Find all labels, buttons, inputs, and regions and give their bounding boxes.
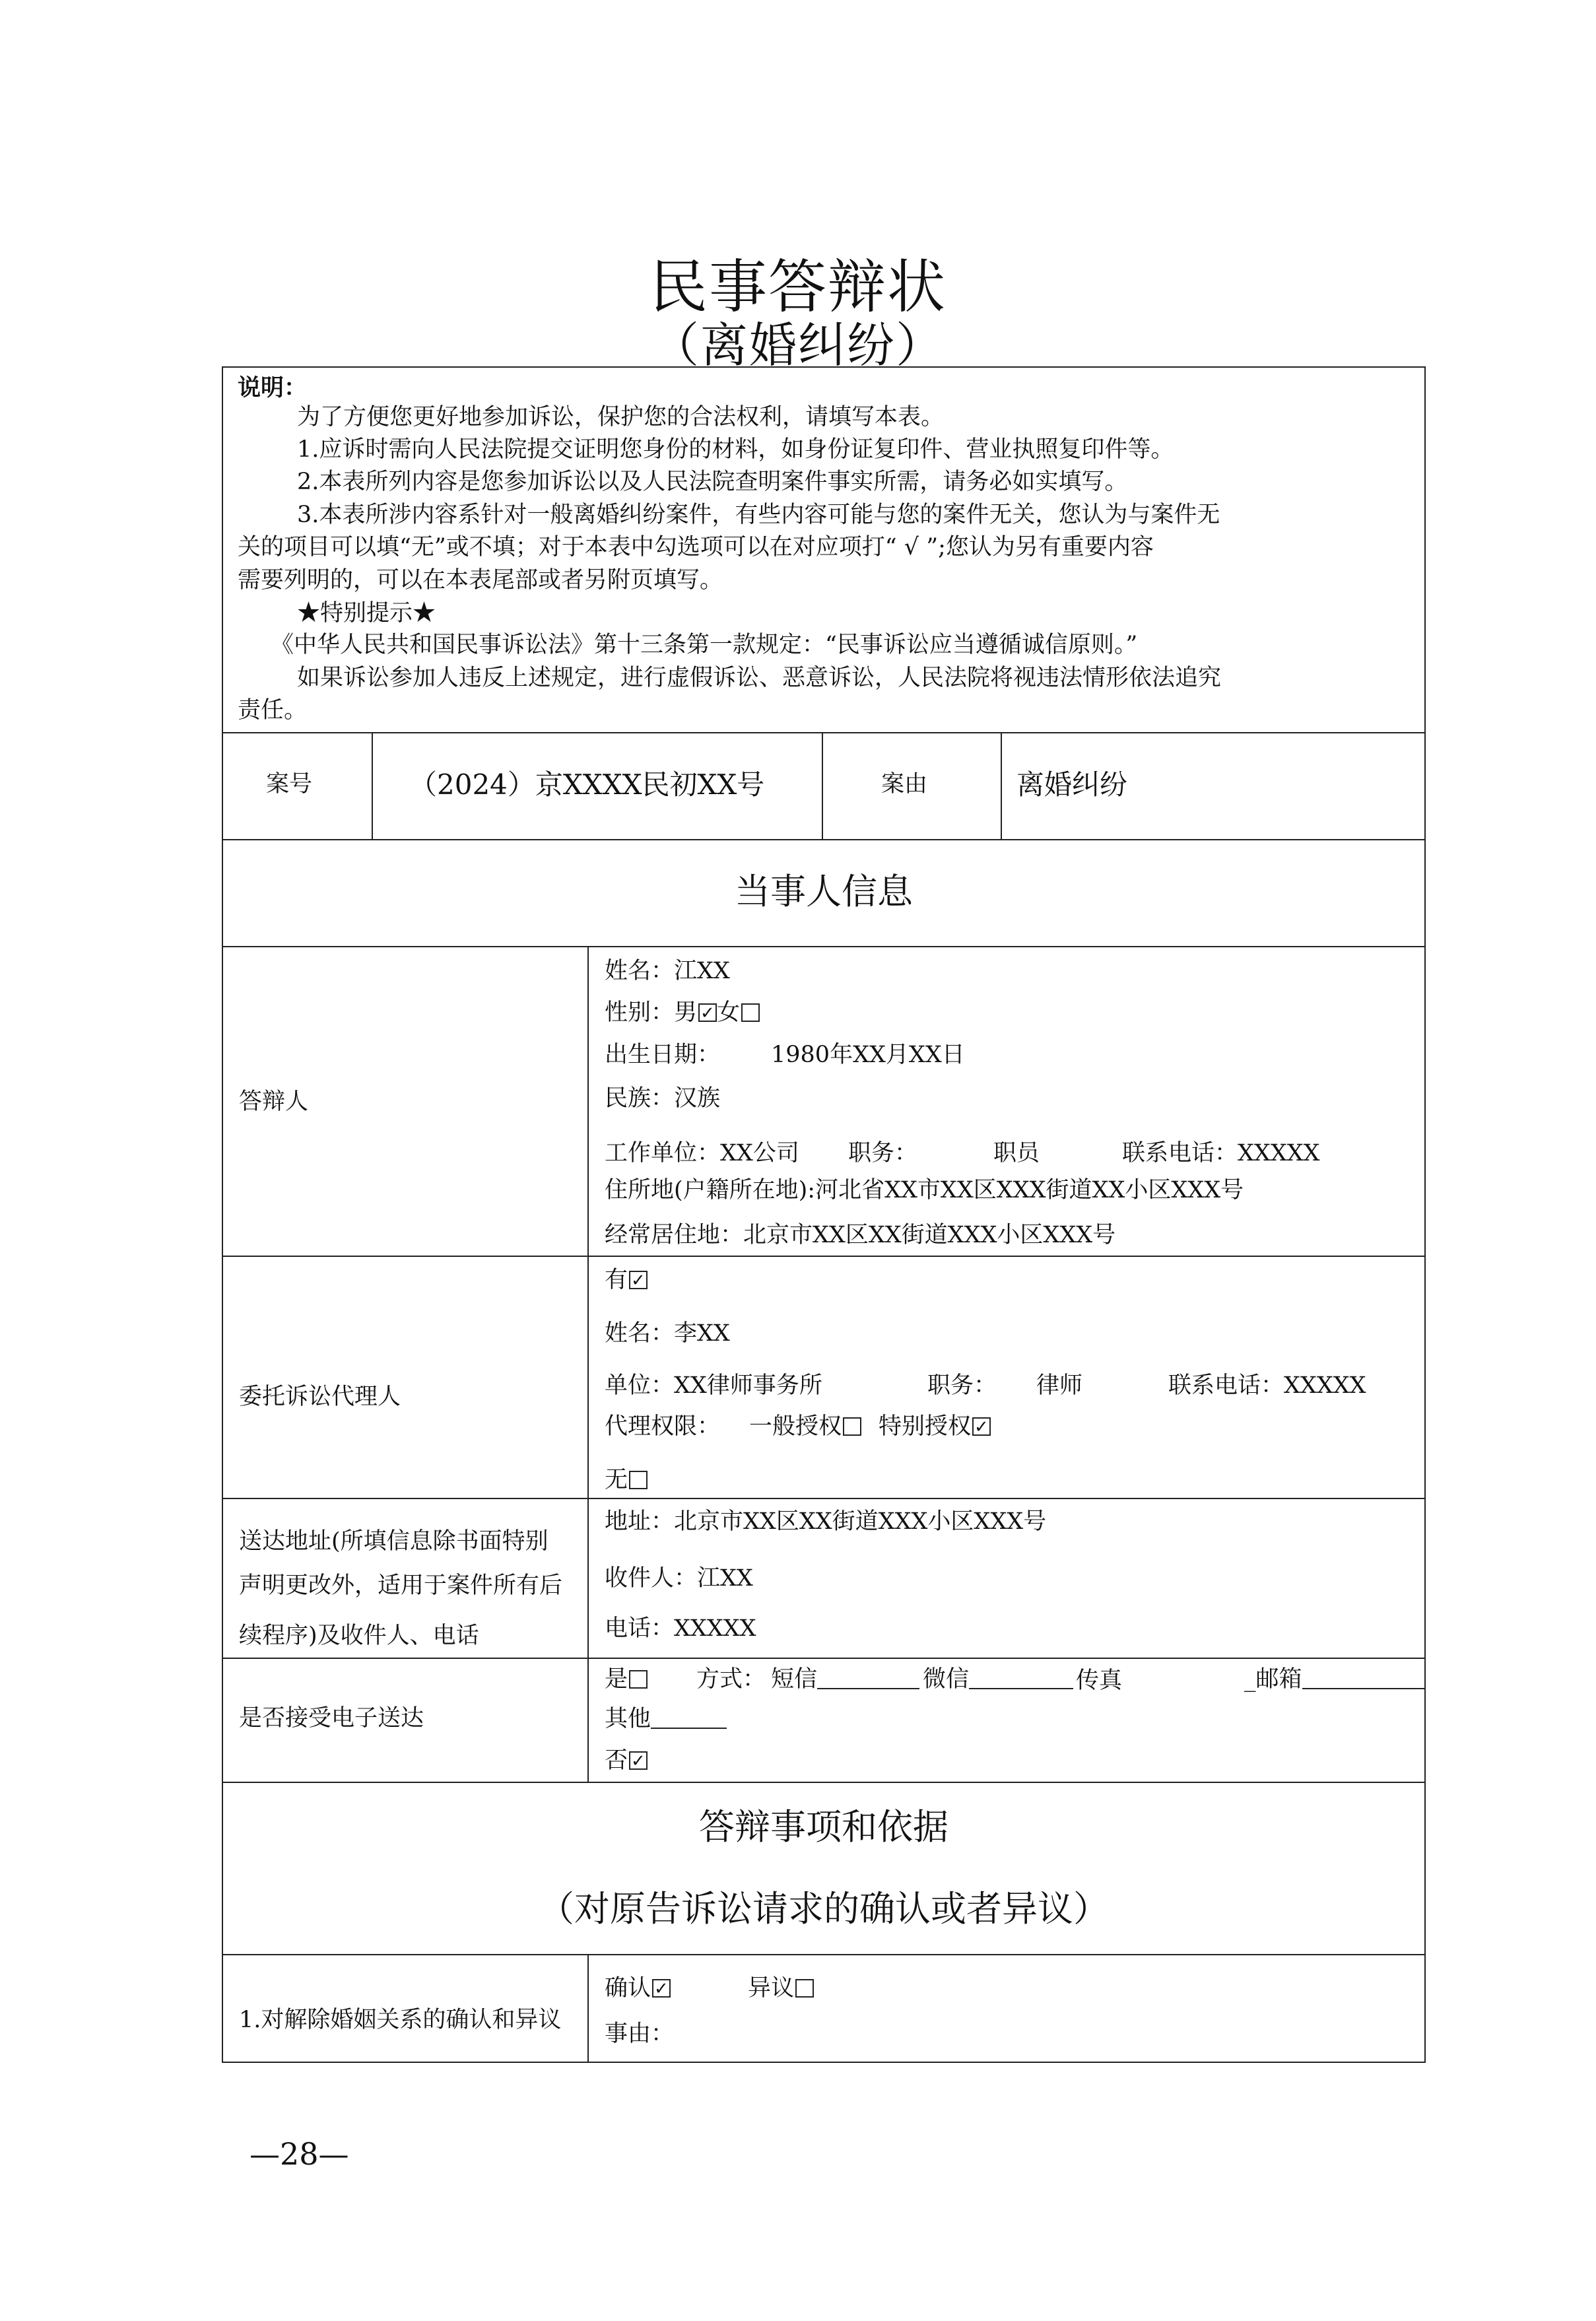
party-info-header: 当事人信息 xyxy=(735,871,913,912)
agent-has xyxy=(605,1269,648,1292)
service-recipient: 收件人：江XX xyxy=(605,1565,753,1592)
service-address: 地址：北京市XX区XX街道XXX小区XXX号 xyxy=(605,1508,1047,1535)
agent-general-checkbox[interactable] xyxy=(843,1417,861,1436)
respondent-label: 答辩人 xyxy=(239,1089,309,1115)
divider-agent xyxy=(222,1498,1426,1499)
sms-label: 短信 xyxy=(771,1666,818,1693)
electronic-yes xyxy=(605,1668,648,1691)
instruction-line: 责任。 xyxy=(238,697,308,723)
divider-party-header xyxy=(222,946,1426,947)
electronic-no-checkbox[interactable] xyxy=(629,1751,648,1770)
gender-male-label: 男 xyxy=(674,999,698,1026)
instruction-line: 为了方便您更好地参加诉讼，保护您的合法权利，请填写本表。 xyxy=(297,404,945,430)
wechat-blank[interactable] xyxy=(969,1668,1073,1689)
agent-name: 姓名：李XX xyxy=(605,1320,730,1347)
item1-object-checkbox[interactable] xyxy=(795,1979,814,1998)
service-label-line: 续程序)及收件人、电话 xyxy=(239,1623,479,1649)
document-title: 民事答辩状 xyxy=(649,253,947,321)
defense-header: 答辩事项和依据 xyxy=(699,1806,948,1848)
electronic-other xyxy=(605,1708,727,1731)
respondent-position-label: 职务： xyxy=(848,1140,918,1166)
agent-special-label: 特别授权 xyxy=(879,1413,972,1440)
agent-authority xyxy=(605,1415,991,1438)
page-number: —28— xyxy=(249,2136,349,2172)
gender-male-checkbox[interactable] xyxy=(698,1003,717,1022)
email-label: _邮箱 xyxy=(1244,1666,1302,1693)
electronic-no xyxy=(605,1749,648,1772)
agent-has-checkbox[interactable] xyxy=(629,1271,648,1289)
electronic-email xyxy=(1244,1668,1424,1691)
electronic-sms xyxy=(771,1668,919,1691)
instructions-heading: 说明： xyxy=(238,374,308,401)
electronic-label: 是否接受电子送达 xyxy=(239,1705,424,1732)
instruction-line: 《中华人民共和国民事诉讼法》第十三条第一款规定：“民事诉讼应当遵循诚信原则。” xyxy=(271,632,1138,658)
instruction-line: 如果诉讼参加人违反上述规定，进行虚假诉讼、恶意诉讼，人民法院将视违法情形依法追究 xyxy=(297,665,1222,691)
electronic-no-label: 否 xyxy=(605,1747,628,1774)
divider-electronic xyxy=(222,1782,1426,1783)
item1-col-divider xyxy=(587,1954,589,2063)
party-col-divider xyxy=(587,946,589,1782)
electronic-wechat xyxy=(923,1668,1073,1691)
defense-subheader: （对原告诉讼请求的确认或者异议） xyxy=(539,1888,1109,1930)
instruction-line: 1.应诉时需向人民法院提交证明您身份的材料，如身份证复印件、营业执照复印件等。 xyxy=(297,436,1174,463)
respondent-gender xyxy=(605,1001,760,1025)
divider-service xyxy=(222,1658,1426,1659)
other-label: 其他 xyxy=(605,1706,651,1732)
service-phone: 电话：XXXXX xyxy=(605,1615,756,1642)
case-number-value: （2024）京XXXX民初XX号 xyxy=(409,768,765,801)
instruction-line: 2.本表所列内容是您参加诉讼以及人民法院查明案件事实所需，请务必如实填写。 xyxy=(297,469,1128,495)
respondent-work-unit: 工作单位：XX公司 xyxy=(605,1140,799,1166)
item1-confirm xyxy=(605,1977,671,2000)
gender-female-checkbox[interactable] xyxy=(741,1003,760,1022)
special-notice-heading: ★特别提示★ xyxy=(297,600,436,626)
agent-has-label: 有 xyxy=(605,1267,628,1293)
agent-none-label: 无 xyxy=(605,1467,628,1493)
agent-unit: 单位：XX律师事务所 xyxy=(605,1372,822,1399)
electronic-method-label: 方式： xyxy=(696,1666,766,1693)
case-cause-value: 离婚纠纷 xyxy=(1016,768,1128,801)
respondent-name: 姓名：江XX xyxy=(605,958,730,984)
agent-special-checkbox[interactable] xyxy=(972,1417,991,1436)
service-label-line: 送达地址(所填信息除书面特别 xyxy=(239,1528,549,1555)
respondent-position-value: 职员 xyxy=(993,1140,1040,1166)
case-col-divider-1 xyxy=(372,732,373,839)
item1-label: 1.对解除婚姻关系的确认和异议 xyxy=(239,2007,562,2033)
item1-object-label: 异议 xyxy=(748,1975,795,2001)
service-label-line: 声明更改外，适用于案件所有后 xyxy=(239,1572,563,1599)
agent-position-label: 职务： xyxy=(927,1372,997,1399)
item1-object xyxy=(748,1977,814,2000)
divider-defense-header xyxy=(222,1954,1426,1955)
gender-label: 性别： xyxy=(605,999,675,1026)
respondent-phone: 联系电话：XXXXX xyxy=(1122,1140,1320,1166)
divider-respondent xyxy=(222,1256,1426,1257)
document-subtitle: （离婚纠纷） xyxy=(651,318,945,373)
agent-authority-label: 代理权限： xyxy=(605,1413,721,1440)
case-col-divider-2 xyxy=(822,732,823,839)
respondent-domicile: 住所地(户籍所在地):河北省XX市XX区XXX街道XX小区XXX号 xyxy=(605,1177,1244,1203)
electronic-fax: 传真 xyxy=(1076,1667,1123,1694)
item1-confirm-label: 确认 xyxy=(605,1975,651,2001)
respondent-ethnicity: 民族：汉族 xyxy=(605,1085,721,1112)
respondent-birth-label: 出生日期： xyxy=(605,1042,721,1068)
other-blank[interactable] xyxy=(651,1708,727,1729)
case-col-divider-3 xyxy=(1001,732,1002,839)
item1-reason: 事由： xyxy=(605,2021,675,2047)
divider-instructions xyxy=(222,732,1426,733)
sms-blank[interactable] xyxy=(817,1668,919,1689)
case-number-label: 案号 xyxy=(266,771,313,797)
agent-general-label: 一般授权 xyxy=(749,1413,842,1440)
respondent-birth-value: 1980年XX月XX日 xyxy=(771,1042,965,1068)
agent-phone: 联系电话：XXXXX xyxy=(1168,1372,1366,1399)
gender-female-label: 女 xyxy=(717,999,741,1026)
agent-label: 委托诉讼代理人 xyxy=(239,1384,401,1410)
email-blank[interactable] xyxy=(1302,1668,1424,1689)
agent-position-value: 律师 xyxy=(1036,1372,1083,1399)
instruction-line: 3.本表所涉内容系针对一般离婚纠纷案件，有些内容可能与您的案件无关，您认为与案件无 xyxy=(297,502,1220,528)
divider-case xyxy=(222,839,1426,840)
case-cause-label: 案由 xyxy=(881,771,928,797)
instruction-line: 关的项目可以填“无”或不填；对于本表中勾选项可以在对应项打“ √ ”;您认为另有重要内容 xyxy=(238,534,1154,560)
respondent-residence: 经常居住地：北京市XX区XX街道XXX小区XXX号 xyxy=(605,1222,1116,1248)
electronic-yes-label: 是 xyxy=(605,1666,628,1693)
agent-none-checkbox[interactable] xyxy=(629,1471,648,1489)
instruction-line: 需要列明的，可以在本表尾部或者另附页填写。 xyxy=(238,567,723,593)
agent-none xyxy=(605,1469,648,1492)
electronic-yes-checkbox[interactable] xyxy=(629,1670,648,1689)
item1-confirm-checkbox[interactable] xyxy=(652,1979,671,1998)
wechat-label: 微信 xyxy=(923,1666,970,1693)
